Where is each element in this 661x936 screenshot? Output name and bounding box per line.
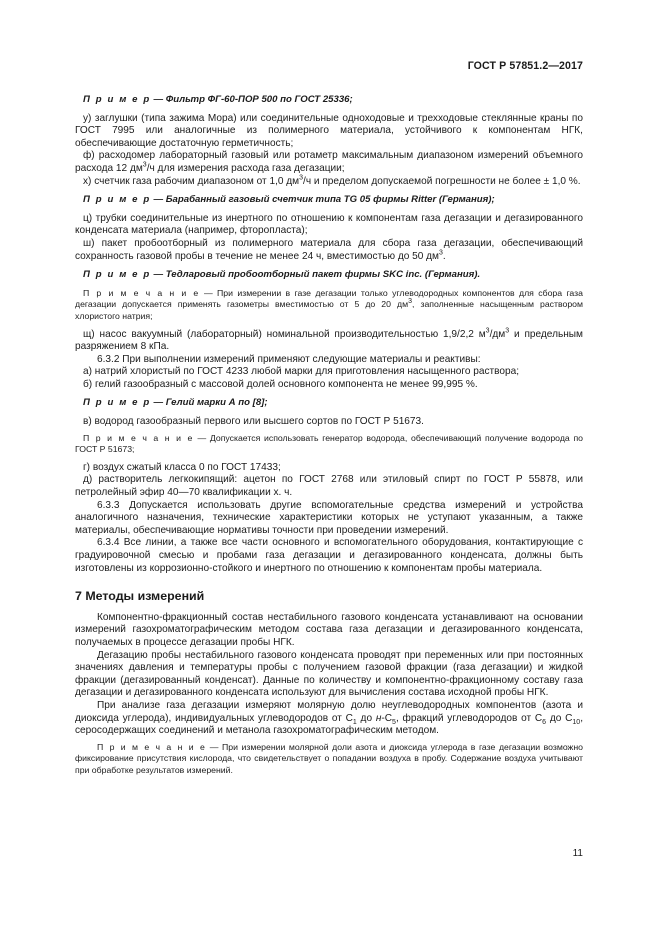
example-sampling-bag: П р и м е р — Тедларовый пробоотборный пакет фирмы SKC inc. (Германия). — [83, 269, 481, 281]
item-v: в) водород газообразный первого или высшего сортов по ГОСТ Р 51673. — [83, 416, 424, 428]
page-number: 11 — [572, 848, 583, 859]
section-7-para-2: Дегазацию пробы нестабильного газового конденсата проводят при переменных или при постоянных значениях давления и температуры пробы с получением газовой фракции (газа дегазации) и жидкой фракции (дегазированный конденсат). Данные по количеству и компонентно-фракционному составу газа дегазации и дегазированного конденсата используют для вычисления состава исходной пробы НГК. — [75, 649, 583, 699]
item-ts: ц) трубки соединительные из инертного по отношению к компонентам газа дегазации и дегазированного конденсата материала (например, фторопласта); — [75, 212, 583, 237]
standard-header: ГОСТ Р 57851.2—2017 — [467, 60, 583, 72]
clause-6-3-2: 6.3.2 При выполнении измерений применяют следующие материалы и реактивы: — [97, 353, 481, 365]
clause-6-3-3: 6.3.3 Допускается использовать другие вспомогательные средства измерений и устройства аналогичного назначения, технические характеристики которых не уступают указанным, а также материалы, обеспечивающие нормативы точности при проведении измерений. — [75, 499, 583, 536]
note-gasometers: П р и м е ч а н и е — При измерении в газе дегазации только углеводородных компонентов для сбора газа дегазации допускается применять газометры вместимостью от 5 до 20 $дм^3$, заполненные насыщенным раствором хлористого натрия; — [75, 287, 583, 321]
example-helium: П р и м е р — Гелий марки А по [8]; — [83, 397, 268, 409]
item-g: г) воздух сжатый класса 0 по ГОСТ 17433; — [83, 461, 281, 473]
item-b: б) гелий газообразный с массовой долей основного компонента не менее 99,995 %. — [83, 378, 478, 390]
section-7-heading: 7 Методы измерений — [75, 589, 205, 604]
example-filter: П р и м е р — Фильтр ФГ-60-ПОР 500 по ГОСТ 25336; — [83, 94, 353, 105]
item-h: х) счетчик газа рабочим диапазоном от 1,0 $дм^3/ч$ и пределом допускаемой погрешности не более ± 1,0 %. — [83, 174, 581, 187]
clause-6-3-4: 6.3.4 Все линии, а также все части основного и вспомогательного оборудования, контактирующие с градуировочной смесью и пробами газа дегазации и дегазированного конденсата, должны быть изготовлены из коррозионно-стойкого и инертного по отношению к компонентам пробы материала. — [75, 537, 583, 574]
section-7-para-1: Компонентно-фракционный состав нестабильного газового конденсата устанавливают на основании измерений газохроматографическим методом состава газа дегазации и дегазированного конденсата, получаемых в процессе дегазации пробы НГК. — [75, 611, 583, 648]
item-sh: ш) пакет пробоотборный из полимерного материала для сбора газа дегазации, обеспечивающий сохранность газовой пробы в течение не менее 24 ч, вместимостью до 50 $дм^3$. — [75, 237, 583, 262]
item-a: а) натрий хлористый по ГОСТ 4233 любой марки для приготовления насыщенного раствора; — [83, 366, 520, 378]
item-u: у) заглушки (типа зажима Мора) или соединительные одноходовые и трехходовые стеклянные краны по ГОСТ 7995 или аналогичные из полимерного материала, устойчивого к компонентам НГК, обеспечивающие достаточную герметичность; — [75, 112, 583, 149]
note-air-contamination: П р и м е ч а н и е — При измерении молярной доли азота и диоксида углерода в газе дегазации возможно фиксирование присутствия кислорода, что свидетельствует о попадании воздуха в пробу. Содержание воздуха учитывают при обработке результатов измерений. — [75, 741, 583, 775]
item-d: д) растворитель легкокипящий: ацетон по ГОСТ 2768 или этиловый спирт по ГОСТ Р 55878, или петролейный эфир 40—70 квалификации х. ч. — [75, 474, 583, 499]
note-hydrogen-generator: П р и м е ч а н и е — Допускается использовать генератор водорода, обеспечивающий получение водорода по ГОСТ Р 51673; — [75, 432, 583, 455]
example-gas-meter: П р и м е р — Барабанный газовый счетчик типа TG 05 фирмы Ritter (Германия); — [83, 194, 495, 206]
section-7-para-3: При анализе газа дегазации измеряют молярную долю неуглеводородных компонентов (азота и диоксида углерода), индивидуальных углеводородов от $С_1$ до $н-С_5$, фракций углеводородов от $С_6$ до $С_{10}$, серосодержащих соединений и метанола газохроматографическим методом. — [75, 699, 583, 737]
item-shch: щ) насос вакуумный (лабораторный) номинальной производительностью 1,9/2,2 $м^3/дм^3$ и предельным разряжением 8 кПа. — [75, 327, 584, 353]
item-f: ф) расходомер лабораторный газовый или ротаметр максимальным диапазоном измерений объемного расхода 12 $дм^3/ч$ для измерения расхода газа дегазации; — [75, 150, 583, 174]
page-content — [75, 94, 583, 777]
